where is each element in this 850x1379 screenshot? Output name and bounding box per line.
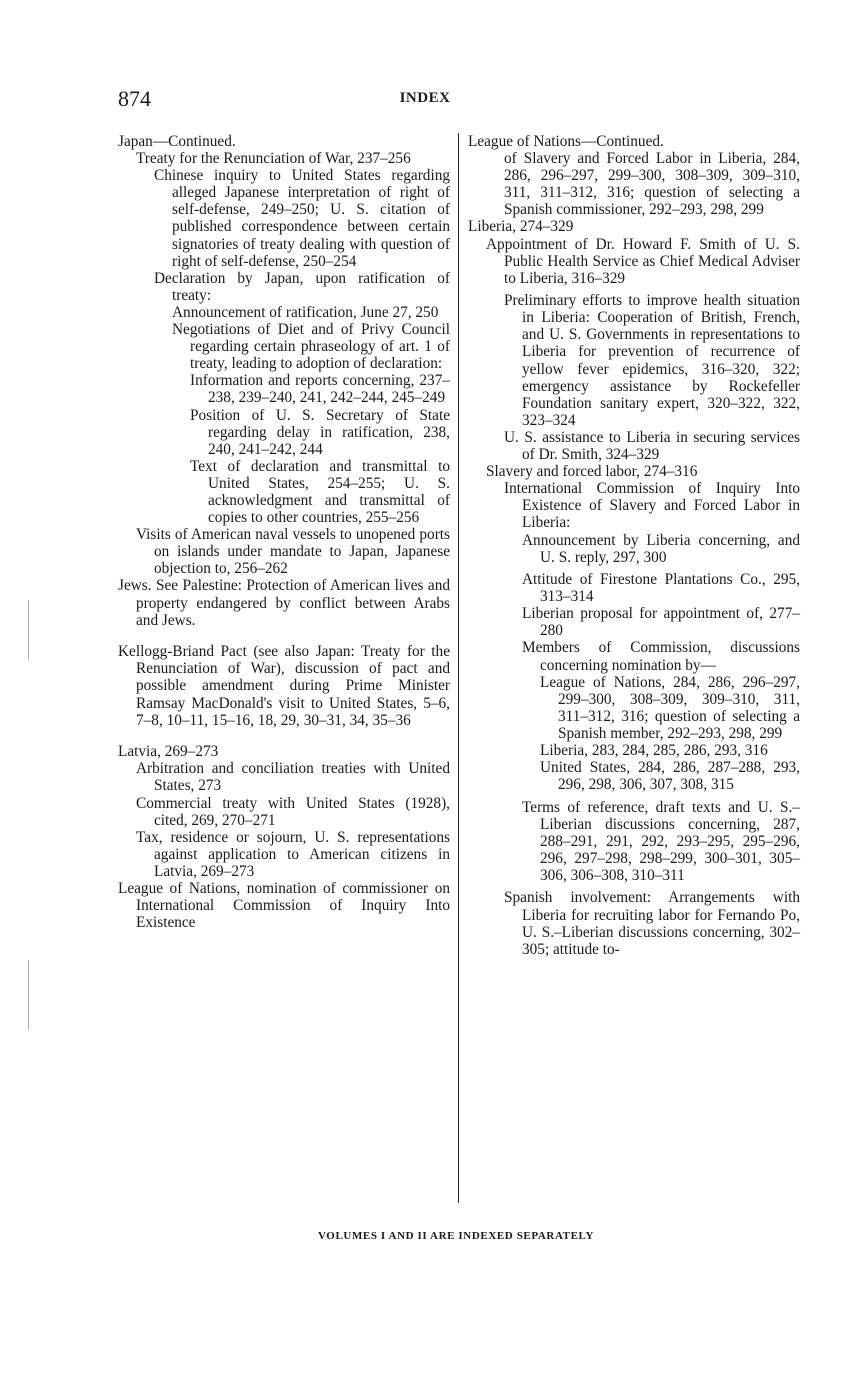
index-entry: League of Nations, 284, 286, 296–297, 299–300, 308–309, 309–310, 311, 311–312, 316; question of selecting a Spanish member, 292–293, 298, 299 (540, 673, 800, 742)
index-entry: Liberia, 283, 284, 285, 286, 293, 316 (540, 741, 768, 759)
index-entry: of Slavery and Forced Labor in Liberia, 284, 286, 296–297, 299–300, 308–309, 309–310, 311, 311–312, 316; question of selecting a Spanish commissioner, 292–293, 298, 299 (504, 150, 800, 219)
index-entry: Japan—Continued. (118, 133, 236, 150)
index-entry: Announcement of ratification, June 27, 250 (172, 303, 439, 321)
index-entry: Text of declaration and transmittal to United States, 254–255; U. S. acknowledgment and transmittal of copies to other countries, 255–256 (190, 457, 450, 527)
index-entry: Liberia, 274–329 (468, 218, 574, 236)
index-entry: Spanish involvement: Arrangements with Liberia for recruiting labor for Fernando Po, U. S.–Liberian discussions concerning, 302–305; attitude to- (504, 889, 800, 958)
index-entry: Members of Commission, discussions concerning nomination by— (522, 639, 800, 674)
index-entry: Negotiations of Diet and of Privy Council regarding certain phraseology of art. 1 of treaty, leading to adoption of declaration: (172, 321, 450, 373)
scan-edge-mark (28, 960, 29, 1030)
index-column-right (468, 133, 800, 958)
index-entry: Jews. See Palestine: Protection of American lives and property endangered by conflict between Arabs and Jews. (118, 577, 450, 629)
index-entry: Preliminary efforts to improve health situation in Liberia: Cooperation of British, French, and U. S. Governments in representations to Liberia for prevention of recurrence of yellow fever epidemics, 316–320, 322; emergency assistance by Rockefeller Foundation sanitary expert, 320–322, 322, 323–324 (504, 292, 800, 429)
index-entry: Terms of reference, draft texts and U. S.–Liberian discussions concerning, 287, 288–291, 291, 292, 293–295, 295–296, 296, 297–298, 298–299, 300–301, 305–306, 306–308, 310–311 (522, 798, 800, 884)
footer-note: VOLUMES I AND II ARE INDEXED SEPARATELY (317, 1230, 595, 1242)
index-entry: Visits of American naval vessels to unopened ports on islands under mandate to Japan, Japanese objection to, 256–262 (136, 526, 450, 578)
index-entry: Position of U. S. Secretary of State regarding delay in ratification, 238, 240, 241–242, 244 (190, 406, 450, 458)
index-entry: United States, 284, 286, 287–288, 293, 296, 298, 306, 307, 308, 315 (540, 759, 800, 794)
index-entry: Information and reports concerning, 237–238, 239–240, 241, 242–244, 245–249 (190, 372, 450, 407)
index-entry: Slavery and forced labor, 274–316 (486, 463, 698, 481)
index-entry: Latvia, 269–273 (118, 743, 219, 761)
scan-edge-mark (28, 600, 29, 660)
page-number: 874 (118, 86, 151, 111)
index-entry: International Commission of Inquiry Into Existence of Slavery and Forced Labor in Liberia: (504, 480, 800, 532)
index-entry: Liberian proposal for appointment of, 277–280 (522, 605, 800, 640)
index-entry: League of Nations, nomination of commissioner on International Commission of Inquiry Into Existence (118, 880, 450, 932)
index-entry: Announcement by Liberia concerning, and U. S. reply, 297, 300 (522, 531, 800, 566)
index-entry: U. S. assistance to Liberia in securing services of Dr. Smith, 324–329 (504, 428, 800, 464)
index-entry: Chinese inquiry to United States regarding alleged Japanese interpretation of right of self-defense, 249–250; U. S. citation of published correspondence between certain signatories of treaty dealing with question of right of self-defense, 250–254 (154, 167, 450, 270)
index-entry: League of Nations—Continued. (468, 133, 664, 150)
running-head: INDEX (399, 90, 451, 106)
column-rule (458, 133, 459, 1203)
index-entry: Commercial treaty with United States (1928), cited, 269, 270–271 (136, 794, 450, 829)
index-column-left (118, 133, 450, 931)
index-entry: Tax, residence or sojourn, U. S. representations against application to American citizens in Latvia, 269–273 (136, 828, 450, 880)
index-entry: Treaty for the Renunciation of War, 237–256 (136, 150, 411, 168)
index-entry: Arbitration and conciliation treaties with United States, 273 (136, 760, 450, 795)
index-entry: Kellogg-Briand Pact (see also Japan: Treaty for the Renunciation of War), discussion of pact and possible amendment during Prime Minister Ramsay MacDonald's visit to United States, 5–6, 7–8, 10–11, 15–16, 18, 29, 30–31, 34, 35–36 (118, 643, 450, 729)
index-entry: Appointment of Dr. Howard F. Smith of U. S. Public Health Service as Chief Medical Adviser to Liberia, 316–329 (486, 235, 800, 287)
index-entry: Attitude of Firestone Plantations Co., 295, 313–314 (522, 571, 800, 606)
index-entry: Declaration by Japan, upon ratification of treaty: (154, 269, 450, 304)
